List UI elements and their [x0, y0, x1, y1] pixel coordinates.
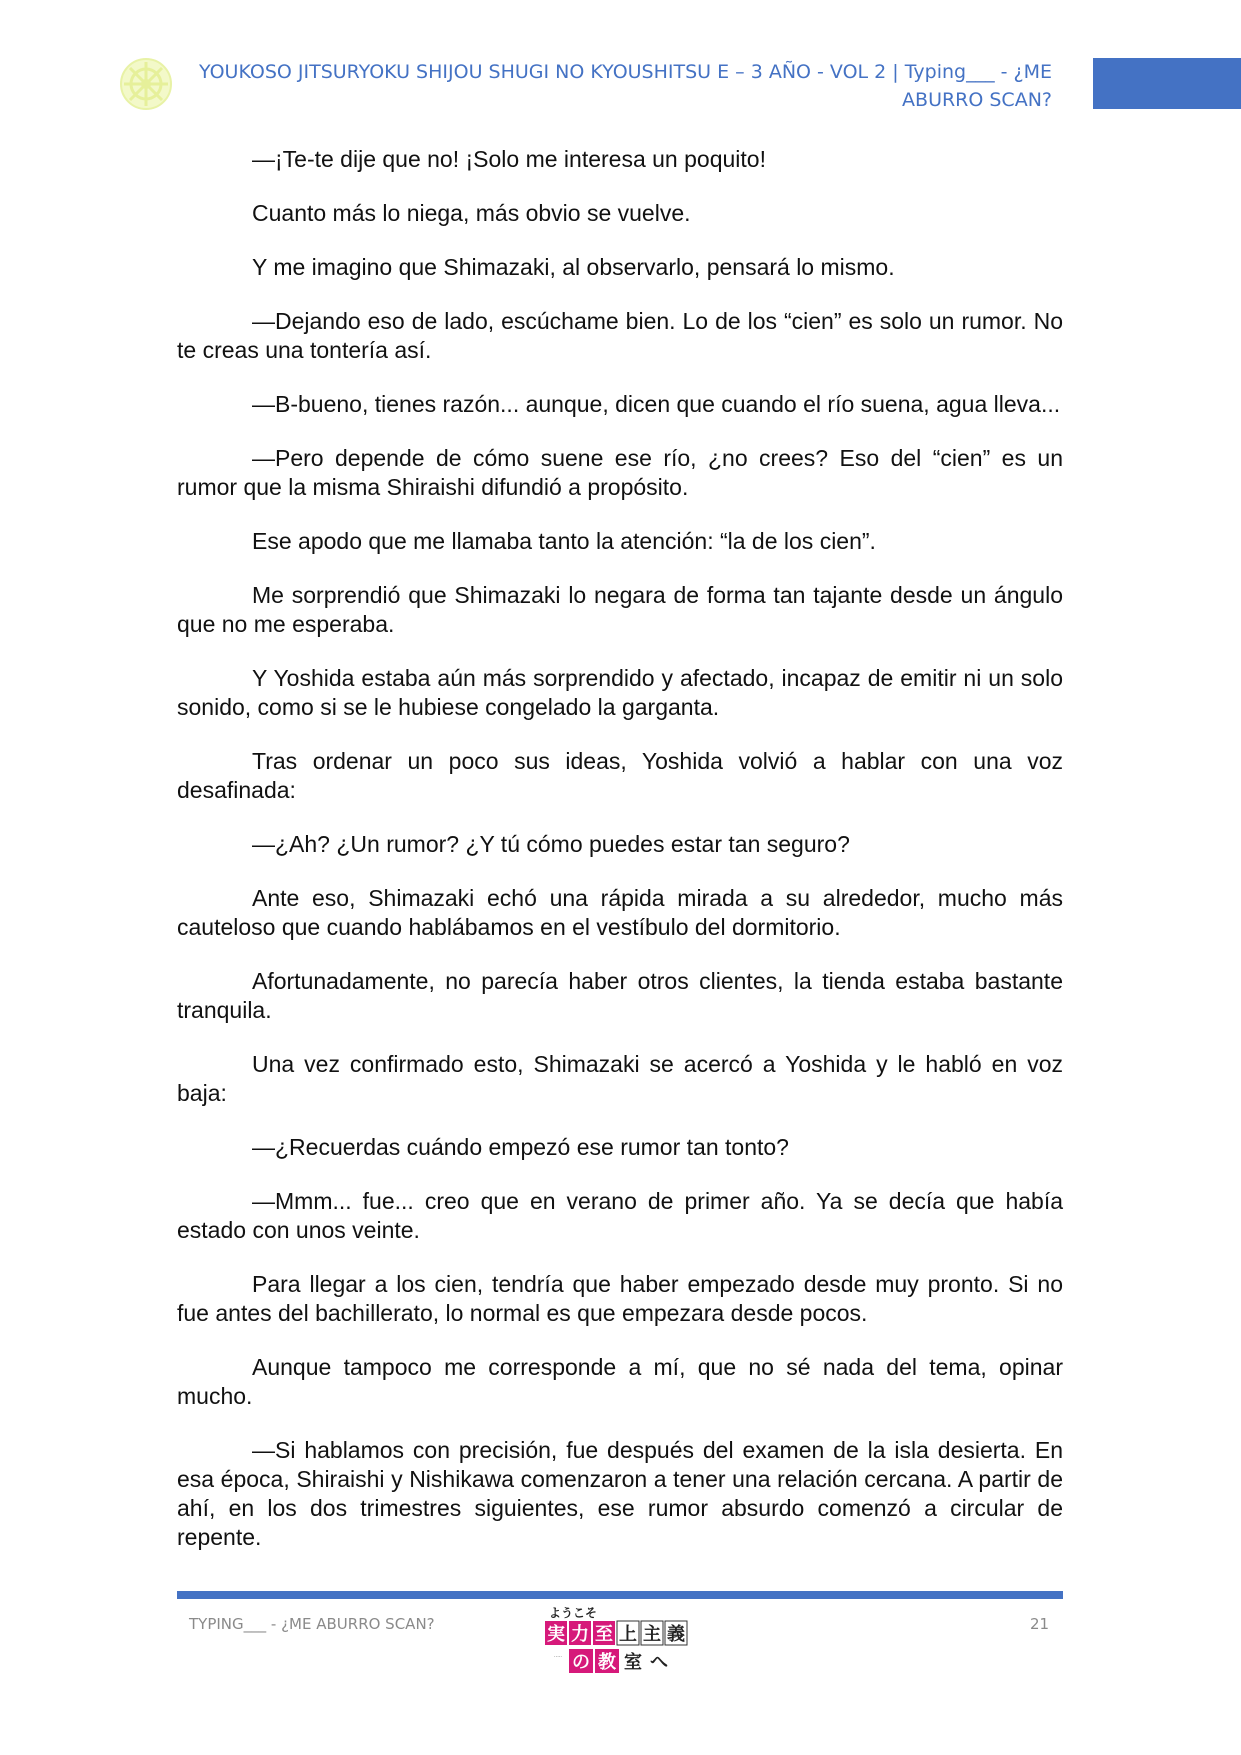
paragraph: Afortunadamente, no parecía haber otros clientes, la tienda estaba bastante tranquila.	[177, 968, 1063, 1023]
page-body	[177, 145, 1063, 1577]
logo-char: の	[572, 1652, 590, 1673]
logo-char: 主	[643, 1624, 661, 1645]
page-number: 21	[1030, 1615, 1050, 1633]
paragraph: —B-bueno, tienes razón... aunque, dicen que cuando el río suena, agua lleva...	[252, 391, 1061, 417]
paragraph: Una vez confirmado esto, Shimazaki se acercó a Yoshida y le habló en voz baja:	[177, 1051, 1063, 1106]
header-title-line2: ABURRO SCAN?	[902, 89, 1052, 111]
paragraph: Me sorprendió que Shimazaki lo negara de forma tan tajante desde un ángulo que no me esperaba.	[177, 582, 1063, 637]
paragraph: —¿Ah? ¿Un rumor? ¿Y tú cómo puedes estar tan seguro?	[252, 831, 850, 857]
logo-row1	[545, 1621, 687, 1645]
logo-char: 室	[624, 1652, 642, 1673]
series-logo	[545, 1605, 695, 1677]
logo-char: 教	[598, 1652, 616, 1673]
wheel-logo-icon	[118, 56, 174, 112]
logo-row2	[547, 1649, 671, 1673]
paragraph: Y Yoshida estaba aún más sorprendido y afectado, incapaz de emitir ni un solo sonido, como si se le hubiese congelado la garganta.	[177, 665, 1063, 720]
logo-char: 義	[667, 1624, 685, 1645]
logo-char: 至	[595, 1624, 613, 1645]
logo-small-text: ようこそ	[549, 1606, 598, 1620]
paragraph: —¡Te-te dije que no! ¡Solo me interesa un poquito!	[252, 146, 766, 172]
svg-text:·····: ·····	[554, 1654, 562, 1660]
paragraph: Ante eso, Shimazaki echó una rápida mirada a su alrededor, mucho más cauteloso que cuando hablábamos en el vestíbulo del dormitorio.	[177, 885, 1063, 940]
paragraph: —Si hablamos con precisión, fue después del examen de la isla desierta. En esa época, Shiraishi y Nishikawa comenzaron a tener una relación cercana. A partir de ahí, en los dos trimestres siguientes, ese rumor absurdo comenzó a circular de repente.	[177, 1437, 1063, 1550]
paragraph: Cuanto más lo niega, más obvio se vuelve.	[252, 200, 691, 226]
paragraph: —Dejando eso de lado, escúchame bien. Lo de los “cien” es solo un rumor. No te creas una tontería así.	[177, 308, 1063, 363]
header-title-line1: YOUKOSO JITSURYOKU SHIJOU SHUGI NO KYOUSHITSU E – 3 AÑO - VOL 2 | Typing___ - ¿ME	[199, 61, 1052, 83]
paragraph: Ese apodo que me llamaba tanto la atención: “la de los cien”.	[252, 528, 876, 554]
paragraph: —Pero depende de cómo suene ese río, ¿no crees? Eso del “cien” es un rumor que la misma Shiraishi difundió a propósito.	[177, 445, 1063, 500]
running-header	[190, 58, 1052, 114]
paragraph: —¿Recuerdas cuándo empezó ese rumor tan tonto?	[252, 1134, 789, 1160]
logo-char: へ	[650, 1652, 668, 1673]
paragraph: Aunque tampoco me corresponde a mí, que no sé nada del tema, opinar mucho.	[177, 1354, 1063, 1409]
paragraph: Para llegar a los cien, tendría que haber empezado desde muy pronto. Si no fue antes del bachillerato, lo normal es que empezara desde pocos.	[177, 1271, 1063, 1326]
header-accent-bar	[1093, 58, 1241, 109]
footer-credit: TYPING___ - ¿ME ABURRO SCAN?	[189, 1615, 435, 1633]
paragraph: —Mmm... fue... creo que en verano de primer año. Ya se decía que había estado con unos veinte.	[177, 1188, 1063, 1243]
logo-char: 力	[571, 1624, 589, 1645]
logo-char: 上	[619, 1624, 637, 1645]
logo-char: 実	[547, 1624, 565, 1645]
footer-rule	[177, 1591, 1063, 1599]
paragraph: Tras ordenar un poco sus ideas, Yoshida volvió a hablar con una voz desafinada:	[177, 748, 1063, 803]
paragraph: Y me imagino que Shimazaki, al observarlo, pensará lo mismo.	[252, 254, 895, 280]
